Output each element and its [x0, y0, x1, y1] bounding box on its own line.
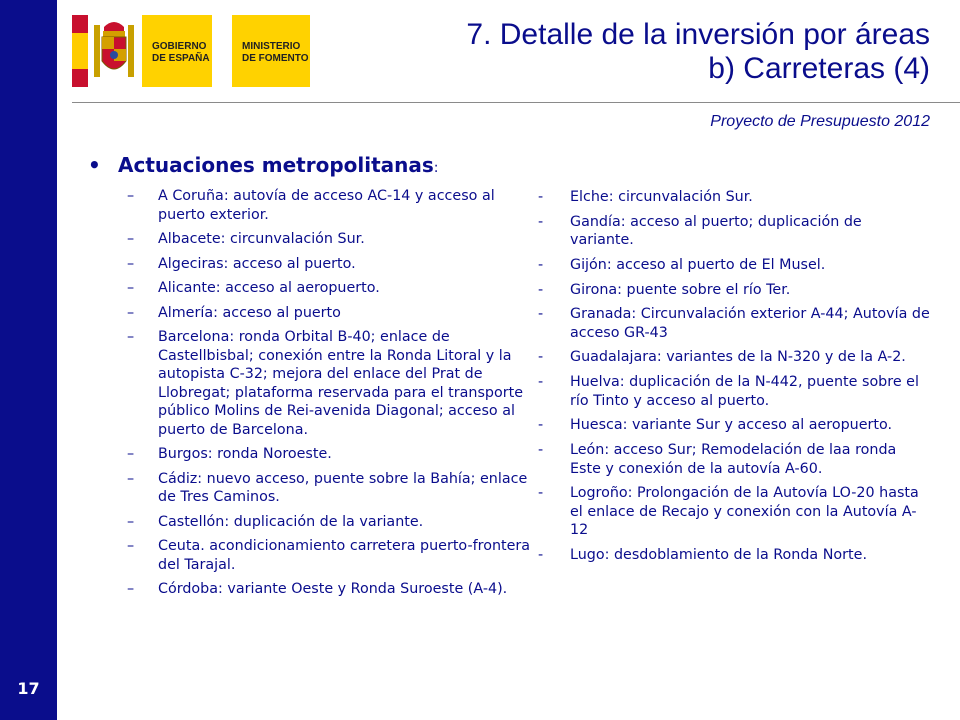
list-item-text: Albacete: circunvalación Sur. [158, 231, 365, 247]
dash-icon: – [127, 446, 135, 462]
dash-icon: - [538, 417, 544, 434]
dash-icon: – [127, 231, 135, 247]
list-item [530, 484, 930, 540]
dash-icon: - [538, 485, 544, 502]
list-item-text: Algeciras: acceso al puerto. [158, 255, 356, 272]
list-item-text: León: acceso Sur; Remodelación de laa ronda Este y conexión de la autovía A-60. [570, 442, 897, 477]
list-item [530, 305, 930, 342]
header-divider [72, 102, 960, 103]
right-column [530, 188, 930, 571]
dash-icon: - [538, 546, 544, 563]
list-item-text: Girona: puente sobre el río Ter. [570, 281, 791, 298]
right-list [530, 188, 930, 564]
dash-icon: – [127, 329, 135, 345]
subtitle: Proyecto de Presupuesto 2012 [710, 113, 930, 130]
list-item [88, 580, 533, 599]
dash-icon: - [538, 281, 544, 298]
list-item-text: Gandía: acceso al puerto; duplicación de variante. [570, 213, 862, 249]
list-item [88, 537, 533, 574]
left-list [88, 187, 533, 599]
dash-icon: – [127, 304, 135, 321]
list-item-text: Huelva: duplicación de la N-442, puente sobre el río Tinto y acceso al puerto. [570, 374, 919, 409]
list-item-text: Alicante: acceso al aeropuerto. [158, 280, 380, 296]
list-item [530, 256, 930, 275]
dash-icon: - [538, 442, 544, 458]
coat-of-arms-icon [90, 17, 138, 85]
list-item [530, 188, 930, 207]
ministry-label-block [232, 15, 310, 87]
list-item [88, 230, 533, 249]
list-item-text: Logroño: Prolongación de la Autovía LO-20 hasta el enlace de Recajo y conexión con la Autovía A-12 [570, 485, 919, 539]
list-item [530, 546, 930, 565]
list-item-text: A Coruña: autovía de acceso AC-14 y acceso al puerto exterior. [158, 188, 495, 223]
government-label-block [142, 15, 212, 87]
list-item [88, 255, 533, 274]
dash-icon: - [538, 256, 544, 273]
list-item [530, 348, 930, 367]
list-item-text: Gijón: acceso al puerto de El Musel. [570, 256, 826, 273]
list-item-text: Ceuta. acondicionamiento carretera puerto-frontera del Tarajal. [158, 538, 531, 573]
list-item [88, 445, 533, 464]
list-item-text: Castellón: duplicación de la variante. [158, 513, 424, 530]
list-item [88, 328, 533, 439]
section-heading [88, 153, 533, 177]
bullet-icon: • [88, 153, 101, 177]
list-item [88, 513, 533, 532]
dash-icon: - [538, 374, 544, 391]
list-item [530, 441, 930, 478]
list-item [88, 187, 533, 224]
list-item [530, 281, 930, 300]
dash-icon: – [127, 470, 135, 487]
list-item-text: Córdoba: variante Oeste y Ronda Suroeste (A-4). [158, 581, 508, 597]
list-item-text: Almería: acceso al puerto [158, 304, 341, 321]
dash-icon: - [538, 213, 544, 230]
list-item [530, 213, 930, 250]
dash-icon: - [538, 349, 544, 366]
list-item [530, 373, 930, 410]
list-item [88, 470, 533, 507]
list-item-text: Elche: circunvalación Sur. [570, 189, 753, 205]
list-item-text: Burgos: ronda Noroeste. [158, 446, 332, 462]
ministry-label: MINISTERIO DE FOMENTO [242, 41, 309, 64]
dash-icon: – [127, 280, 135, 296]
dash-icon: – [127, 581, 135, 597]
section-heading-colon: : [433, 160, 439, 176]
page-title [330, 18, 930, 86]
left-column [88, 153, 533, 605]
list-item-text: Granada: Circunvalación exterior A-44; Autovía de acceso GR-43 [570, 306, 930, 341]
dash-icon: – [127, 538, 135, 554]
dash-icon: – [127, 255, 135, 272]
dash-icon: - [538, 189, 544, 205]
dash-icon: - [538, 306, 544, 323]
list-item-text: Cádiz: nuevo acceso, puente sobre la Bahía; enlace de Tres Caminos. [158, 470, 528, 505]
dash-icon: – [127, 513, 135, 530]
dash-icon: – [127, 188, 135, 204]
left-sidebar [0, 0, 57, 720]
page-number: 17 [17, 679, 40, 698]
flag-icon [72, 15, 88, 87]
list-item [88, 304, 533, 323]
list-item-text: Guadalajara: variantes de la N-320 y de la A-2. [570, 349, 906, 366]
government-label: GOBIERNO DE ESPAÑA [152, 41, 210, 64]
title-line-1: 7. Detalle de la inversión por áreas [466, 18, 930, 51]
list-item-text: Barcelona: ronda Orbital B-40; enlace de Castellbisbal; conexión entre la Ronda Litoral y la autopista C-32; mejora del enlace del Prat de Llobregat; plataforma reservada para el transporte público Molins de Rei-avenida Diagonal; acceso al puerto de Barcelona. [158, 329, 524, 438]
list-item [530, 416, 930, 435]
list-item-text: Huesca: variante Sur y acceso al aeropuerto. [570, 417, 893, 434]
list-item-text: Lugo: desdoblamiento de la Ronda Norte. [570, 546, 868, 563]
list-item [88, 279, 533, 298]
section-heading-text: Actuaciones metropolitanas [118, 153, 434, 177]
title-line-2: b) Carreteras (4) [708, 52, 930, 85]
